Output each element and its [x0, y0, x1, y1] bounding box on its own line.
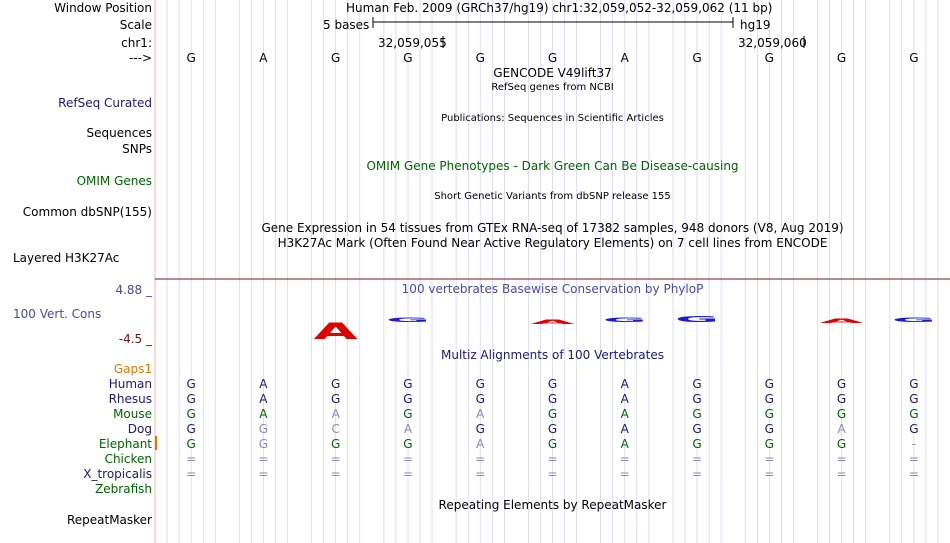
- track-label-common-dbsnp[interactable]: Common dbSNP(155): [22, 205, 152, 219]
- alignment-base: G: [475, 377, 485, 391]
- alignment-base: =: [186, 452, 197, 466]
- track-label-refseq[interactable]: RefSeq Curated: [58, 96, 152, 110]
- alignment-base: G: [836, 437, 847, 451]
- alignment-base: G: [186, 437, 196, 451]
- alignment-base: A: [476, 407, 485, 421]
- alignment-base: A: [259, 407, 268, 421]
- alignment-base: G: [909, 377, 919, 391]
- reference-base: G: [475, 51, 485, 65]
- dbsnp-track-title[interactable]: Short Genetic Variants from dbSNP release 155: [434, 191, 671, 202]
- alignment-base: G: [331, 437, 341, 451]
- alignment-base: =: [692, 467, 703, 481]
- alignment-base: A: [403, 422, 413, 436]
- track-label-snps[interactable]: SNPs: [122, 142, 152, 156]
- species-label[interactable]: Human: [108, 377, 152, 391]
- alignment-base: G: [547, 437, 558, 451]
- alignment-base: =: [402, 467, 414, 481]
- phylop-logo-letter: G: [602, 317, 648, 324]
- cons-min-label: -4.5 _: [118, 332, 152, 346]
- alignment-base: A: [620, 377, 629, 391]
- repeatmasker-track-title[interactable]: Repeating Elements by RepeatMasker: [438, 498, 667, 512]
- alignment-base: G: [331, 392, 341, 406]
- alignment-base: A: [259, 377, 268, 391]
- phylop-logo-letter: A: [313, 319, 359, 345]
- alignment-base: G: [403, 377, 413, 391]
- alignment-base: G: [403, 392, 413, 406]
- alignment-base: G: [186, 377, 196, 391]
- alignment-base: A: [620, 392, 629, 406]
- alignment-base: =: [836, 467, 847, 481]
- alignment-base: G: [547, 377, 558, 391]
- position-label-right: 32,059,060: [738, 36, 807, 50]
- alignment-base: G: [475, 422, 485, 436]
- phylop-logo-letter: A: [530, 319, 578, 326]
- alignment-base: G: [909, 407, 919, 421]
- publications-title[interactable]: Publications: Sequences in Scientific Articles: [441, 113, 664, 124]
- strand-arrow[interactable]: --->: [128, 51, 152, 65]
- alignment-base: A: [837, 422, 846, 436]
- species-label[interactable]: Dog: [127, 422, 152, 436]
- alignment-base: =: [475, 452, 486, 466]
- alignment-base: G: [764, 407, 774, 421]
- multiz-track-title[interactable]: Multiz Alignments of 100 Vertebrates: [440, 348, 665, 362]
- alignment-base: G: [186, 407, 196, 421]
- alignment-base: G: [836, 392, 847, 406]
- alignment-base: G: [186, 422, 196, 436]
- reference-base: G: [403, 51, 413, 65]
- gtex-track-title[interactable]: Gene Expression in 54 tissues from GTEx RNA-seq of 17382 samples, 948 donors (V8, Aug 2019): [261, 221, 844, 235]
- alignment-base: G: [258, 422, 269, 436]
- track-label-omim[interactable]: OMIM Genes: [76, 174, 152, 188]
- alignment-base: G: [475, 392, 485, 406]
- phylop-track-title[interactable]: 100 vertebrates Basewise Conservation by PhyloP: [401, 282, 704, 296]
- phylop-logo-letter: A: [819, 317, 867, 325]
- alignment-base: G: [547, 392, 558, 406]
- alignment-base: G: [909, 422, 919, 436]
- reference-base: G: [186, 51, 196, 65]
- alignment-base: =: [908, 467, 919, 481]
- alignment-base: A: [620, 437, 629, 451]
- phylop-logo-letter: G: [386, 317, 431, 324]
- window-position-text: Human Feb. 2009 (GRCh37/hg19) chr1:32,059,052-32,059,062 (11 bp): [346, 1, 773, 15]
- alignment-base: =: [547, 467, 558, 481]
- alignment-base: =: [547, 452, 558, 466]
- alignment-base: A: [476, 437, 485, 451]
- reference-base: G: [331, 51, 341, 65]
- alignment-base: G: [331, 377, 341, 391]
- scale-label: Scale: [119, 18, 152, 32]
- scale-bar-text: 5 bases: [323, 18, 370, 32]
- h3k27ac-track-title[interactable]: H3K27Ac Mark (Often Found Near Active Regulatory Elements) on 7 cell lines from ENCODE: [277, 236, 828, 250]
- alignment-base: =: [475, 467, 486, 481]
- refseq-ncbi-title[interactable]: RefSeq genes from NCBI: [491, 82, 614, 93]
- alignment-base: G: [764, 377, 774, 391]
- chrom-label: chr1:: [121, 36, 152, 50]
- reference-base: A: [620, 51, 629, 65]
- alignment-base: G: [692, 437, 702, 451]
- alignment-base: G: [836, 377, 847, 391]
- alignment-base: G: [547, 422, 558, 436]
- alignment-base: G: [836, 407, 847, 421]
- track-label-vert-cons[interactable]: 100 Vert. Cons: [13, 307, 102, 321]
- position-label-left: 32,059,055: [378, 36, 447, 50]
- alignment-base: G: [403, 407, 413, 421]
- omim-track-title[interactable]: OMIM Gene Phenotypes - Dark Green Can Be Disease-causing: [366, 159, 739, 173]
- alignment-base: A: [331, 407, 340, 421]
- alignment-base: =: [258, 467, 269, 481]
- alignment-base: G: [547, 407, 558, 421]
- reference-base: G: [836, 51, 847, 65]
- track-label-layered-h3k27ac[interactable]: Layered H3K27Ac: [13, 251, 120, 265]
- alignment-base: A: [620, 422, 629, 436]
- alignment-base: =: [764, 452, 775, 466]
- species-label[interactable]: Mouse: [113, 407, 152, 421]
- species-label[interactable]: X_tropicalis: [83, 467, 152, 481]
- alignment-base: =: [402, 452, 414, 466]
- gencode-track-title[interactable]: GENCODE V49lift37: [493, 66, 612, 80]
- alignment-base: G: [186, 392, 196, 406]
- reference-base: A: [259, 51, 268, 65]
- alignment-base: =: [619, 452, 630, 466]
- alignment-base: G: [692, 377, 702, 391]
- alignment-base: =: [692, 452, 703, 466]
- species-label[interactable]: Zebrafish: [95, 482, 152, 496]
- alignment-base: =: [836, 452, 847, 466]
- alignment-base: -: [911, 437, 917, 451]
- reference-base: G: [764, 51, 774, 65]
- phylop-logo-letter: G: [675, 314, 721, 324]
- species-label[interactable]: Rhesus: [108, 392, 152, 406]
- alignment-base: C: [331, 422, 340, 436]
- alignment-base: =: [764, 467, 775, 481]
- alignment-base: =: [330, 467, 341, 481]
- alignment-base: =: [330, 452, 341, 466]
- alignment-base: G: [764, 437, 774, 451]
- phylop-logo-letter: G: [891, 317, 937, 324]
- species-label[interactable]: Chicken: [104, 452, 152, 466]
- alignment-base: G: [764, 392, 774, 406]
- reference-base: G: [909, 51, 919, 65]
- track-label-repeatmasker[interactable]: RepeatMasker: [66, 513, 152, 527]
- alignment-base: =: [908, 452, 919, 466]
- alignment-base: A: [620, 407, 629, 421]
- alignment-base: =: [186, 467, 197, 481]
- window-position-label: Window Position: [54, 1, 152, 15]
- alignment-base: A: [259, 392, 268, 406]
- track-label-gaps[interactable]: Gaps1: [113, 362, 152, 376]
- alignment-base: G: [764, 422, 774, 436]
- alignment-base: G: [692, 407, 702, 421]
- reference-base: G: [692, 51, 702, 65]
- alignment-base: G: [909, 392, 919, 406]
- alignment-base: =: [619, 467, 630, 481]
- cons-max-label: 4.88 _: [115, 283, 152, 297]
- alignment-base: =: [258, 452, 269, 466]
- alignment-base: G: [692, 392, 702, 406]
- alignment-base: G: [403, 437, 413, 451]
- alignment-base: G: [258, 437, 269, 451]
- alignment-base: G: [692, 422, 702, 436]
- assembly-name: hg19: [740, 18, 771, 32]
- species-label[interactable]: Elephant: [98, 437, 152, 451]
- reference-base: G: [547, 51, 558, 65]
- track-label-sequences[interactable]: Sequences: [86, 126, 152, 140]
